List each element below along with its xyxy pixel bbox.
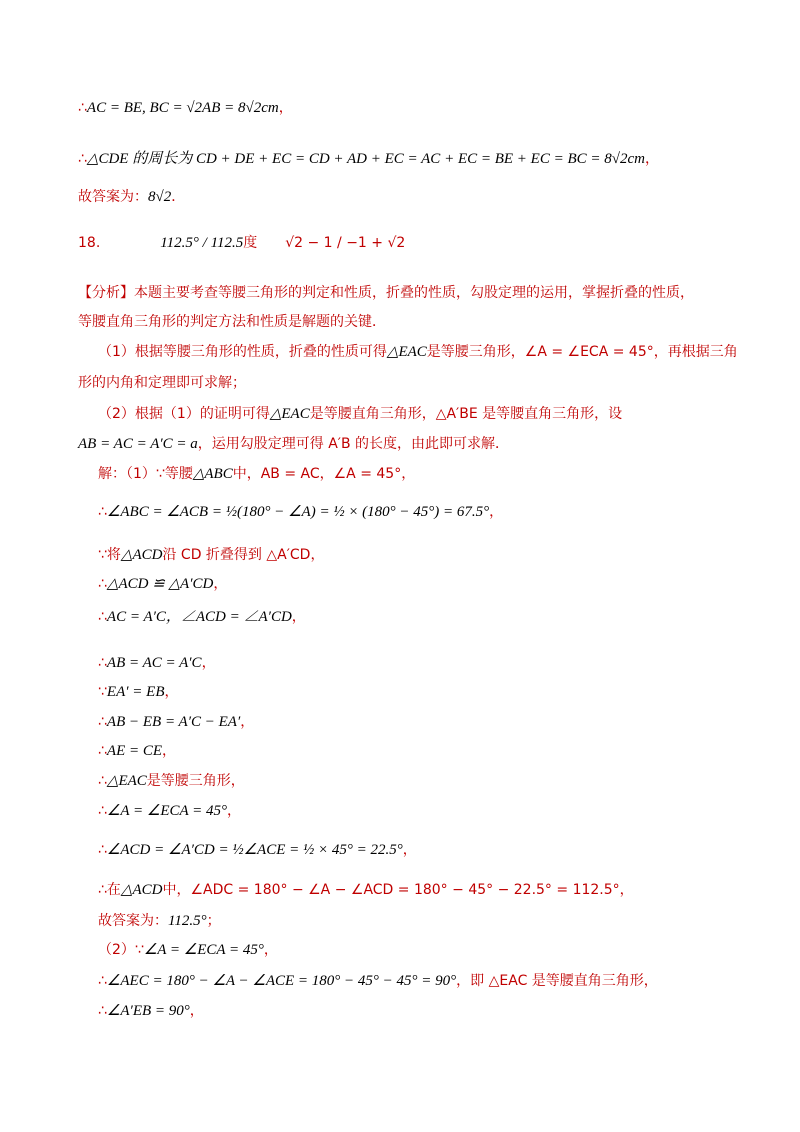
math-expression: AB − EB = A′C − EA′ [106,714,241,730]
line-suffix: 中，∠ADC = 180° − ∠A − ∠ACD = 180° − 45° − 22.5° = 112.5°， [162,882,634,898]
math-expression: ∠A = ∠ECA = 45° [143,942,264,958]
line-prefix: ∴ [98,714,107,730]
line-suffix: ， [162,743,177,759]
line-prefix: ∴ [98,842,107,858]
line-suffix: ， [213,576,228,592]
math-expression: △ACD [120,547,163,563]
text-line [98,911,221,931]
line-suffix: ， [291,609,306,625]
text-line [98,502,503,522]
line-prefix: ∴ [98,576,107,592]
line-prefix: 解：（1）∵等腰 [98,466,193,482]
text-line [78,187,185,207]
math-expression: ∠ACD = ∠A′CD = ½∠ACE = ½ × 45° = 22.5° [106,842,403,858]
math-expression: AE = CE [106,743,163,759]
math-expression: △EAC [106,773,147,789]
line-prefix: ∴ [98,803,107,819]
line-suffix: ， [263,942,278,958]
line-prefix: 故答案为： [98,913,168,929]
line-suffix: ， [644,151,659,167]
line-suffix: ， [489,504,504,520]
text-line [78,149,659,169]
line-suffix: 是等腰三角形， [146,773,245,789]
text-line [78,98,293,118]
math-expression: △ACD [120,882,163,898]
math-expression: AB = AC = A′C = a [78,436,198,452]
text-line [98,1001,204,1021]
line-prefix: （2）根据（1）的证明可得 [98,406,270,422]
math-expression: △ACD ≌ △A′CD [106,576,214,592]
line-prefix: ∵ [98,684,107,700]
line-suffix: ， [240,714,255,730]
analysis-text: 【分析】本题主要考查等腰三角形的判定和性质，折叠的性质，勾股定理的运用，掌握折叠的性质， [78,285,694,301]
text-line [98,840,417,860]
line-prefix: ∴ [98,743,107,759]
text-line [98,741,176,761]
text-line [98,607,306,627]
line-prefix: ∴ [98,655,107,671]
line-suffix: ， [402,842,417,858]
math-expression: △CDE 的周长为 CD + DE + EC = CD + AD + EC = AC + EC = BE + EC = BC = 8√2cm [86,151,645,167]
line-prefix: ∴在 [98,882,121,898]
text-line [98,574,227,594]
line-suffix: ， [227,803,242,819]
math-expression: △ABC [192,466,233,482]
line-suffix: ， [201,655,216,671]
line-prefix: ∴ [98,504,107,520]
text-line [98,880,634,900]
math-expression: EA′ = EB [106,684,165,700]
line-suffix: ， [164,684,179,700]
math-expression: △EAC [269,406,310,422]
line-prefix: 形的内角和定理即可求解； [78,375,246,391]
line-suffix: 是等腰直角三角形，△A′BE 是等腰直角三角形，设 [309,406,623,422]
text-line [98,342,738,362]
line-suffix: 中，AB = AC，∠A = 45°， [232,466,416,482]
math-expression: ∠ABC = ∠ACB = ½(180° − ∠A) = ½ × (180° − 45°) = 67.5° [106,504,490,520]
line-suffix: 沿 CD 折叠得到 △A′CD， [162,547,325,563]
text-line [98,653,216,673]
math-expression: AB = AC = A′C [106,655,202,671]
line-suffix: ，即 △EAC 是等腰直角三角形， [456,973,658,989]
analysis-text: 等腰直角三角形的判定方法和性质是解题的关键． [78,314,386,330]
math-expression: 112.5° [168,913,207,929]
line-suffix: 是等腰三角形，∠A = ∠ECA = 45°，再根据三角 [426,344,738,360]
text-line [98,682,178,702]
line-prefix: （2）∵ [98,942,144,958]
text-line [78,434,509,454]
math-expression: ∠A = ∠ECA = 45° [106,803,228,819]
text-line [98,940,278,960]
text-line [98,545,324,565]
line-prefix: ∴ [78,151,87,167]
line-prefix: ∴ [98,773,107,789]
text-line [78,373,246,393]
line-prefix: ∴ [98,973,107,989]
line-suffix: ， [189,1003,204,1019]
text-line [78,283,694,303]
math-expression: △EAC [386,344,427,360]
line-prefix: ∴ [98,609,107,625]
math-expression: ∠AEC = 180° − ∠A − ∠ACE = 180° − 45° − 45° = 90° [106,973,457,989]
text-line [98,971,658,991]
math-expression: ∠A′EB = 90° [106,1003,190,1019]
math-expression: AC = A′C，∠ACD = ∠A′CD [106,609,292,625]
line-suffix: ， [278,100,293,116]
text-line [98,801,241,821]
question-number: 18. [78,235,101,251]
math-expression: AC = BE, BC = √2AB = 8√2cm [86,100,279,116]
line-prefix: ∴ [98,1003,107,1019]
answer-expression: 112.5° / 112.5 [160,235,244,251]
line-prefix: ∵将 [98,547,121,563]
math-expression: 8√2 [148,189,172,205]
text-line [98,404,622,424]
text-line [98,771,245,791]
line-prefix: 故答案为： [78,189,148,205]
line-suffix: ； [206,913,221,929]
text-line [78,233,405,253]
text-line [98,712,254,732]
text-line [78,312,386,332]
line-suffix: ． [171,189,186,205]
line-prefix: ∴ [78,100,87,116]
line-suffix: ，运用勾股定理可得 A′B 的长度，由此即可求解． [197,436,510,452]
text-line [98,464,415,484]
line-prefix: （1）根据等腰三角形的性质，折叠的性质可得 [98,344,387,360]
answer-suffix: 度 √2 − 1 / −1 + √2 [243,235,406,251]
